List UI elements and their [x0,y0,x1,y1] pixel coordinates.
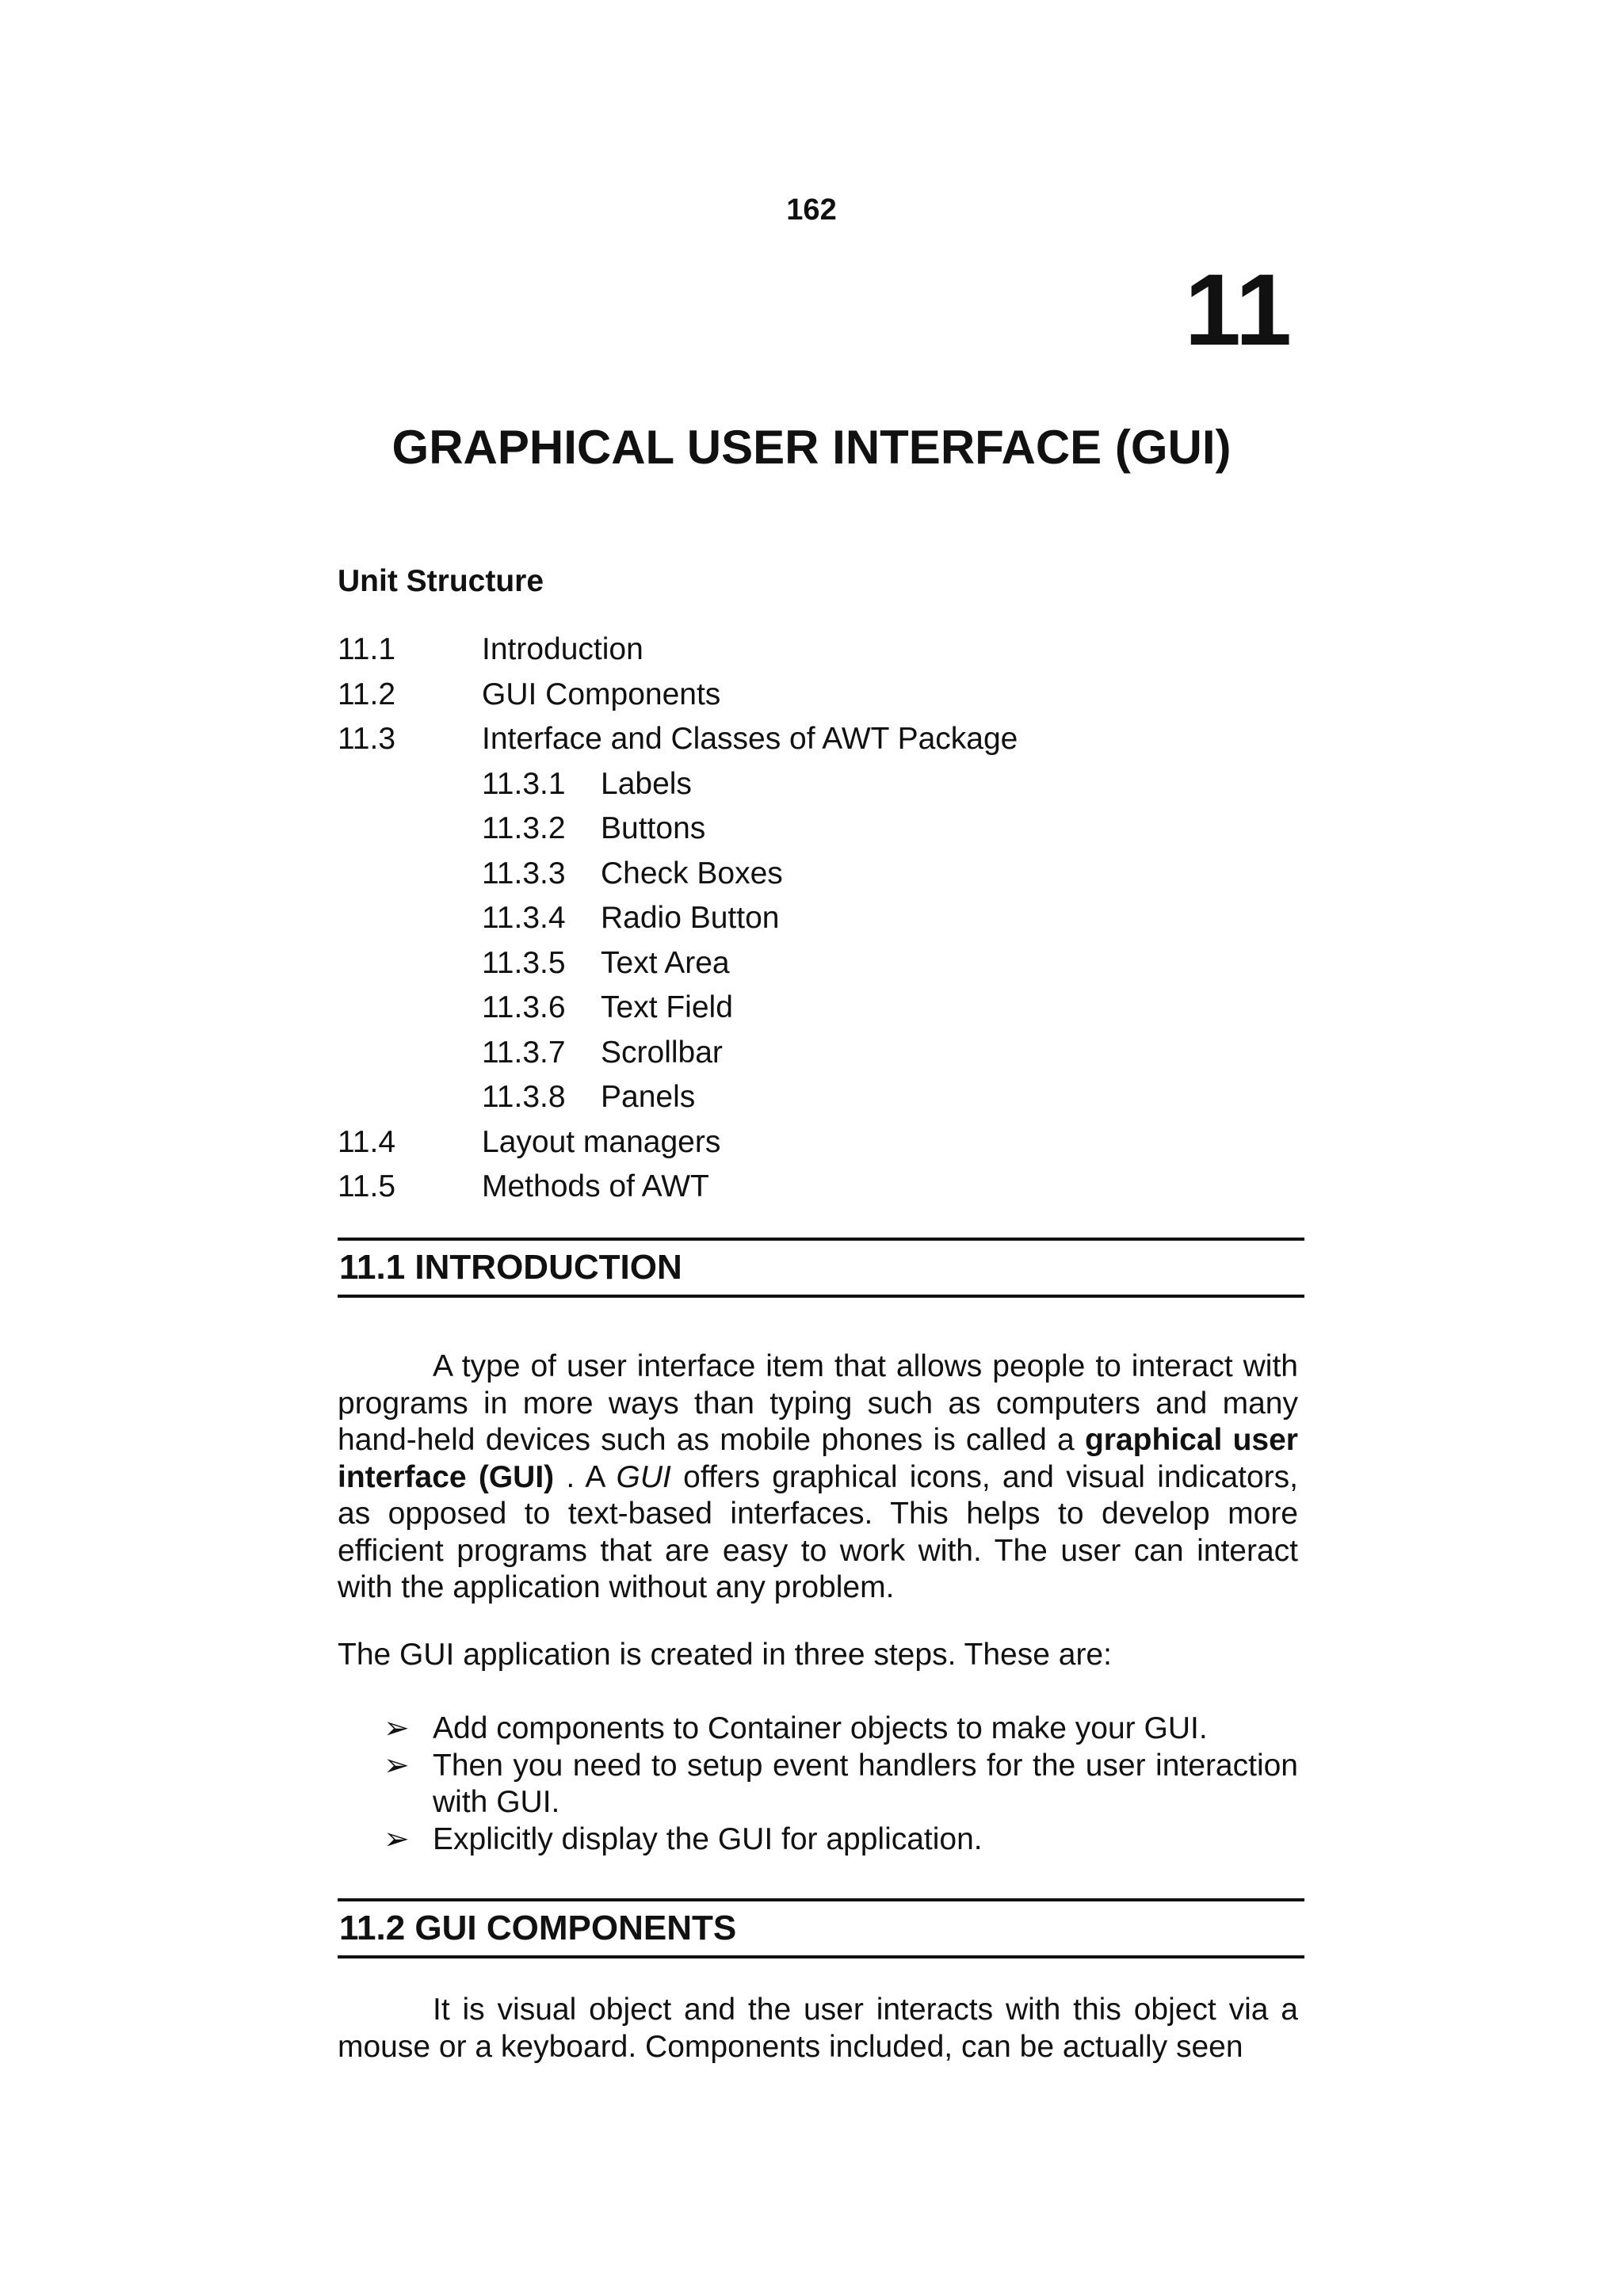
toc-label: Panels [601,1080,696,1114]
toc-subitem [338,1031,1304,1076]
toc-subitem [338,807,1304,852]
toc-subitem [338,896,1304,941]
list-item-text: Explicitly display the GUI for application. [433,1821,983,1856]
list-item-text: Add components to Container objects to make your GUI. [433,1711,1208,1745]
toc-number: 11.3.8 [482,1080,566,1114]
toc-item [338,1165,1304,1210]
toc-label: Layout managers [482,1124,721,1159]
toc-number: 11.4 [338,1124,396,1159]
steps-intro-paragraph: The GUI application is created in three steps. These are: [338,1638,1112,1672]
arrow-bullet-icon: ➢ [384,1711,410,1745]
toc-label: Interface and Classes of AWT Package [482,722,1018,756]
list-item [384,1748,1298,1821]
intro-paragraph [338,1348,1298,1607]
toc-label: Methods of AWT [482,1169,709,1203]
section-heading-gui-components: 11.2 GUI COMPONENTS [338,1898,1304,1958]
toc-subitem [338,986,1304,1031]
chapter-title: GRAPHICAL USER INTERFACE (GUI) [391,421,1232,474]
list-item [384,1821,1298,1859]
toc-number: 11.3.5 [482,945,566,980]
toc-label: Buttons [601,811,706,845]
toc-item [338,717,1304,762]
toc-subitem [338,762,1304,807]
intro-text-mid: . A [554,1459,617,1494]
intro-text-start: A type of user interface item that allows people to interact with programs in more ways than typing such as computers and many hand-held devices such as mobile phones is called a [338,1349,1298,1457]
toc-label: Labels [601,766,692,801]
toc-number: 11.3.2 [482,811,566,845]
toc-item [338,673,1304,718]
intro-text-end: offers graphical icons, and visual indicators, as opposed to text-based interfaces. This helps to develop more efficient programs that are easy to work with. The user can interact with the application without any problem. [338,1459,1298,1604]
toc-label: Introduction [482,632,643,666]
toc-label: GUI Components [482,677,721,711]
toc-label: Scrollbar [601,1035,723,1070]
toc-item [338,627,1304,673]
gui-components-paragraph: It is visual object and the user interacts with this object via a mouse or a keyboard. Components included, can be actually seen [338,1993,1298,2064]
list-item-text: Then you need to setup event handlers for the user interaction with GUI. [433,1748,1298,1819]
toc-number: 11.1 [338,632,396,666]
toc-label: Text Field [601,990,733,1024]
toc-number: 11.3 [338,722,396,756]
arrow-bullet-icon: ➢ [384,1748,410,1783]
toc-number: 11.3.4 [482,901,566,935]
toc-item [338,1120,1304,1165]
toc-label: Check Boxes [601,856,783,891]
page-number: 162 [786,193,837,227]
toc-label: Text Area [601,945,730,980]
toc-number: 11.3.1 [482,766,566,801]
toc-number: 11.3.3 [482,856,566,891]
intro-text-bold: graphical user interface (GUI) [338,1423,1298,1494]
toc-number: 11.5 [338,1169,396,1203]
chapter-number: 11 [1184,254,1292,367]
unit-structure-heading: Unit Structure [338,564,544,598]
toc-label: Radio Button [601,901,780,935]
toc-subitem [338,852,1304,897]
list-item [384,1711,1298,1748]
toc-number: 11.3.7 [482,1035,566,1070]
toc-subitem [338,1075,1304,1120]
toc-number: 11.2 [338,677,396,711]
steps-list [384,1711,1298,1858]
arrow-bullet-icon: ➢ [384,1821,410,1856]
unit-structure-list [338,627,1304,1210]
intro-text-italic: GUI [616,1459,671,1494]
section-heading-introduction: 11.1 INTRODUCTION [338,1238,1304,1298]
toc-number: 11.3.6 [482,990,566,1024]
toc-subitem [338,941,1304,986]
